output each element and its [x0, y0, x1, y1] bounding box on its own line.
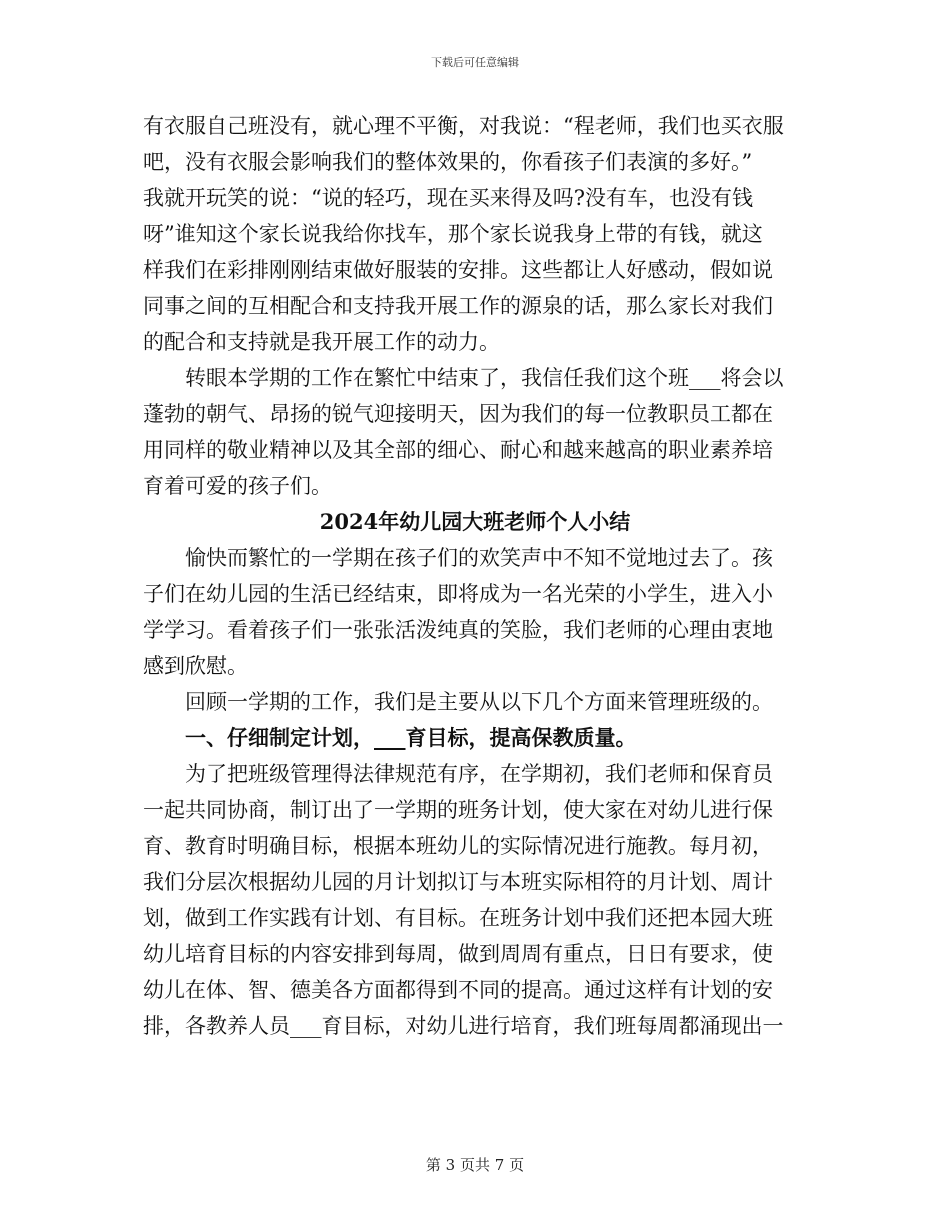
text-line: 幼儿培育目标的内容安排到每周，做到周周有重点，日日有要求，使 — [143, 942, 773, 966]
text-line: 我们分层次根据幼儿园的月计划拟订与本班实际相符的月计划、周计 — [143, 870, 773, 894]
paragraph-start-line: 回顾一学期的工作，我们是主要从以下几个方面来管理班级的。 — [185, 690, 773, 714]
text-line: 有衣服自己班没有，就心理不平衡，对我说：“程老师，我们也买衣服 — [143, 114, 784, 138]
text-line: 吧，没有衣服会影响我们的整体效果的，你看孩子们表演的多好。” — [143, 150, 753, 174]
text-line: 蓬勃的朝气、昂扬的锐气迎接明天，因为我们的每一位教职员工都在 — [143, 402, 773, 426]
text-line: 一起共同协商，制订出了一学期的班务计划，使大家在对幼儿进行保 — [143, 798, 773, 822]
text-line: 排，各教养人员___育目标，对幼儿进行培育，我们班每周都涌现出一 — [143, 1014, 784, 1038]
text-line: 育、教育时明确目标，根据本班幼儿的实际情况进行施教。每月初， — [143, 834, 773, 858]
text-line: 划，做到工作实践有计划、有目标。在班务计划中我们还把本园大班 — [143, 906, 773, 930]
text-line: 幼儿在体、智、德美各方面都得到不同的提高。通过这样有计划的安 — [143, 978, 773, 1002]
text-line: 育着可爱的孩子们。 — [143, 474, 332, 498]
page-header: 下载后可任意编辑 — [431, 56, 519, 69]
paragraph-start-line: 为了把班级管理得法律规范有序，在学期初，我们老师和保育员 — [185, 762, 773, 786]
section-title: 2024年幼儿园大班老师个人小结 — [319, 509, 631, 534]
text-line: 呀”谁知这个家长说我给你找车，那个家长说我身上带的有钱，就这 — [143, 222, 763, 246]
text-line: 同事之间的互相配合和支持我开展工作的源泉的话，那么家长对我们 — [143, 294, 773, 318]
paragraph-start-line: 转眼本学期的工作在繁忙中结束了，我信任我们这个班___将会以 — [185, 366, 784, 390]
page-footer: 第 3 页共 7 页 — [425, 1156, 525, 1174]
text-line: 感到欣慰。 — [143, 654, 248, 678]
text-line: 用同样的敬业精神以及其全部的细心、耐心和越来越高的职业素养培 — [143, 438, 773, 462]
subheading: 一、仔细制定计划，___育目标，提高保教质量。 — [185, 725, 637, 750]
text-line: 学学习。看着孩子们一张张活泼纯真的笑脸，我们老师的心理由衷地 — [143, 618, 773, 642]
text-line: 子们在幼儿园的生活已经结束，即将成为一名光荣的小学生，进入小 — [143, 582, 773, 606]
text-line: 的配合和支持就是我开展工作的动力。 — [143, 330, 500, 354]
text-line: 样我们在彩排刚刚结束做好服装的安排。这些都让人好感动，假如说 — [143, 258, 773, 282]
paragraph-start-line: 愉快而繁忙的一学期在孩子们的欢笑声中不知不觉地过去了。孩 — [185, 546, 773, 570]
text-line: 我就开玩笑的说：“说的轻巧，现在买来得及吗?没有车，也没有钱 — [143, 186, 753, 210]
document-body — [143, 108, 807, 1044]
